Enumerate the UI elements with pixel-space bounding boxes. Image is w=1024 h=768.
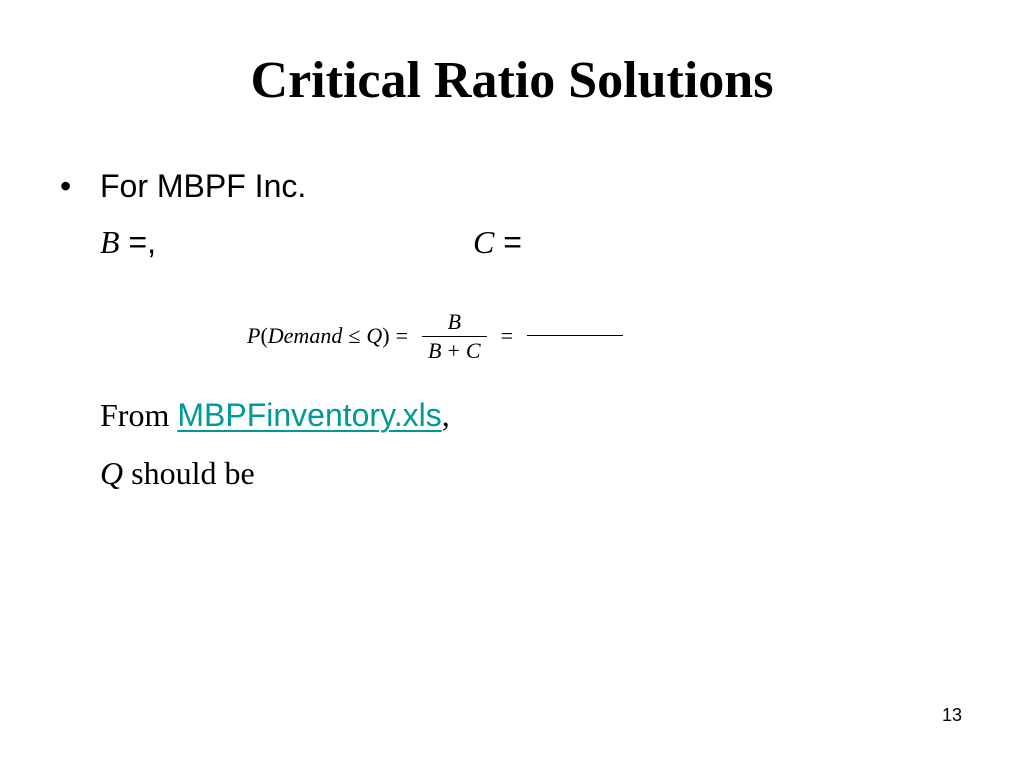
critical-ratio-formula [247,300,623,372]
formula-le: ≤ [348,323,361,348]
formula-q: Q [366,323,383,348]
formula-close-paren: ) [382,323,390,348]
denominator-plus: + [447,337,460,363]
q-variable: Q [100,455,124,491]
bullet-item [60,164,306,208]
denominator-c: C [465,337,481,363]
q-rest: should be [123,455,255,491]
c-equals: = [494,224,522,260]
formula-p: P [247,323,261,348]
b-value-line [100,220,156,264]
c-variable: C [473,224,495,260]
bullet-symbol: • [60,168,72,204]
from-line [100,393,450,437]
b-variable: B [100,224,120,260]
from-suffix: , [441,397,450,433]
slide-title: Critical Ratio Solutions [250,52,774,109]
page-number: 13 [941,705,962,725]
denominator-b: B [428,337,442,363]
from-prefix: From [100,397,178,433]
formula-equals-2: = [500,323,514,348]
b-equals: =, [119,224,157,260]
fraction-numerator: B [447,308,462,334]
formula-fraction [422,308,487,365]
bullet-text: For MBPF Inc. [100,168,307,204]
formula-open-paren: ( [260,323,268,348]
c-value-line [473,220,522,264]
formula-demand: Demand [267,323,343,348]
answer-blank-line [527,335,623,336]
mbpf-inventory-link[interactable]: MBPFinventory.xls [177,397,442,433]
fraction-denominator [422,337,487,365]
q-line [100,451,255,495]
formula-equals-1: = [395,323,409,348]
